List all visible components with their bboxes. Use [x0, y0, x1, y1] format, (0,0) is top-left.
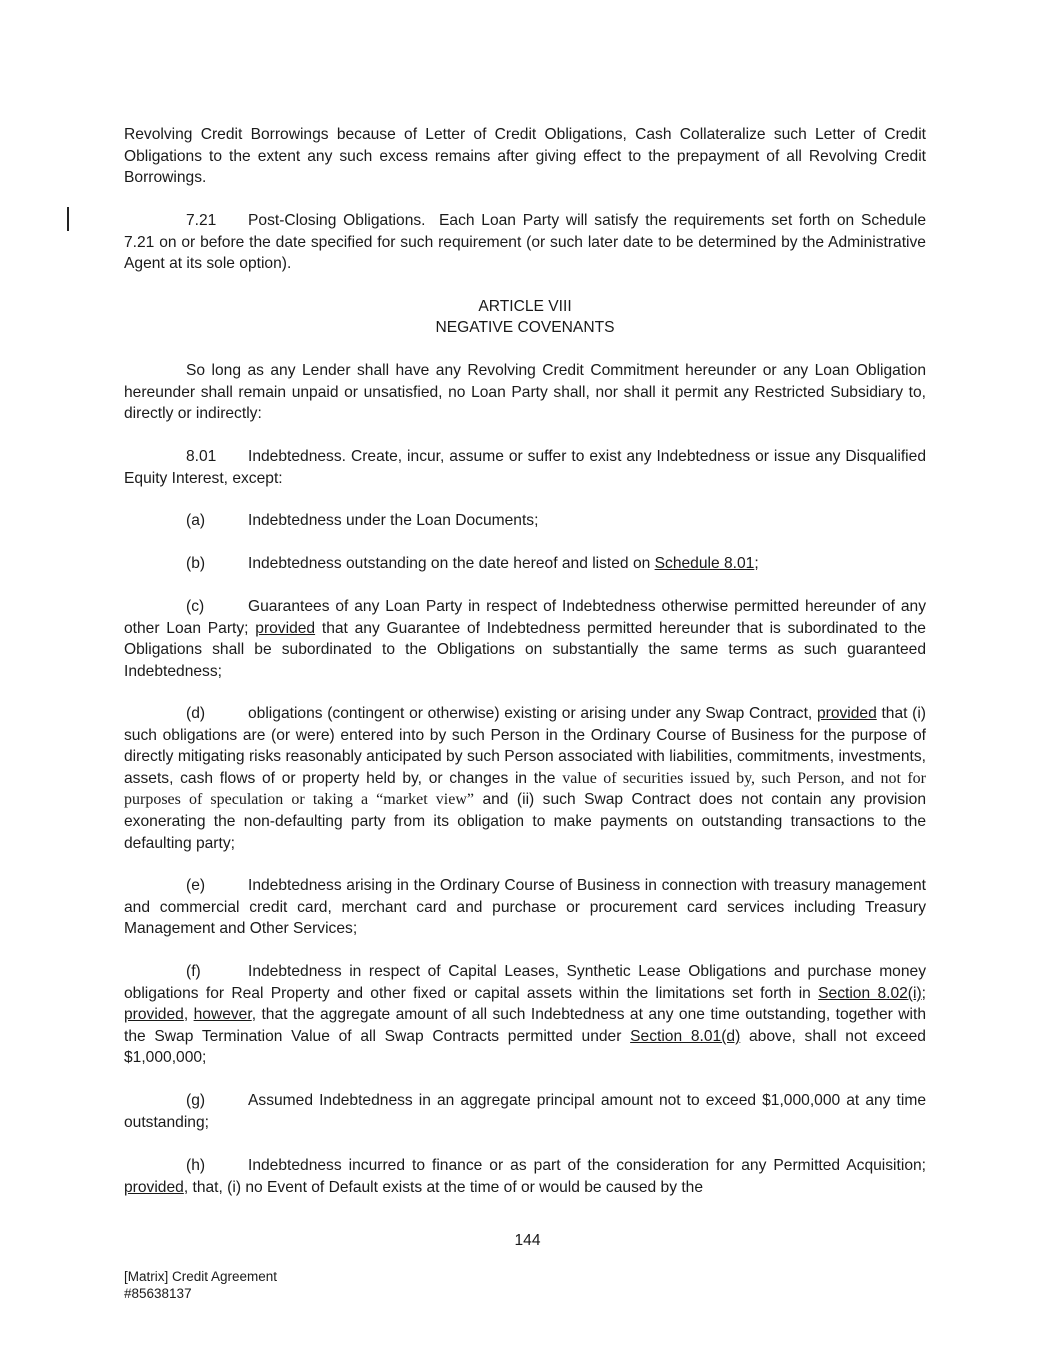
item-f — [124, 961, 926, 1069]
article-subtitle: NEGATIVE COVENANTS — [435, 319, 615, 336]
section-heading: Indebtedness. — [248, 448, 346, 465]
item-label: (a) — [186, 512, 206, 529]
item-text-mid: , that the aggregate amount of all such Indebtedness at any one time outstanding, together with the Swap Termination Value of all Swap Contracts permitted under — [124, 1006, 926, 1045]
item-c — [124, 596, 926, 682]
separator: , — [183, 1006, 194, 1024]
item-text: Guarantees of any Loan Party in respect of Indebtedness otherwise permitted hereunder of any other Loan Party; — [124, 598, 926, 637]
provided-term: provided — [124, 1178, 184, 1196]
item-text-end: ; — [754, 555, 759, 572]
item-label: (d) — [186, 705, 206, 722]
revision-bar — [67, 207, 69, 231]
section-heading: Post-Closing Obligations. — [248, 212, 426, 229]
item-text: Indebtedness in respect of Capital Leases, Synthetic Lease Obligations and purchase money obligations for Real Property and other fixed or capital assets within the limitations set forth in — [124, 963, 926, 1002]
section-8-01 — [124, 446, 926, 489]
item-b — [124, 553, 926, 575]
item-d — [124, 703, 926, 854]
however-term: however — [193, 1006, 252, 1024]
item-label: (b) — [186, 555, 206, 572]
article-title: ARTICLE VIII — [478, 298, 572, 315]
section-ref-link: Section 8.02(i) — [818, 984, 922, 1002]
item-text: Indebtedness incurred to finance or as part of the consideration for any Permitted Acquisition; — [248, 1157, 926, 1174]
section-7-21 — [124, 210, 926, 275]
footer — [124, 1268, 277, 1302]
item-text: Indebtedness arising in the Ordinary Course of Business in connection with treasury management and commercial credit card, merchant card and purchase or procurement card services including Treasury Management and Other Services; — [124, 877, 926, 938]
intro-paragraph — [124, 360, 926, 425]
separator: ; — [921, 984, 926, 1002]
item-text-mid: that (i) such obligations are (or were) entered into by such Person in the Ordinary Course of Business for the purpose of directly mitigating risks reasonably anticipated by such Person associated with liabilities, commitments, investments, assets, cash flows of or property held by, or changes in the — [124, 705, 926, 787]
item-text-end: that any Guarantee of Indebtedness permitted hereunder that is subordinated to the Obligations shall be subordinated to the Obligations on substantially the same terms as such guaranteed Indebtedness; — [124, 619, 926, 680]
item-text: Indebtedness under the Loan Documents; — [248, 512, 539, 529]
item-label: (c) — [186, 598, 205, 615]
provided-term: provided — [124, 1006, 184, 1024]
item-label: (h) — [186, 1157, 206, 1174]
provided-term: provided — [816, 705, 877, 722]
provided-term: provided — [255, 619, 316, 637]
footer-title: [Matrix] Credit Agreement — [124, 1269, 278, 1284]
item-g — [124, 1090, 926, 1133]
section-text: Create, incur, assume or suffer to exist any Indebtedness or issue any Disqualified Equity Interest, except: — [124, 448, 926, 487]
carryover-paragraph: Revolving Credit Borrowings because of Letter of Credit Obligations, Cash Collateralize such Letter of Credit Obligations to the extent any such excess remains after giving effect to the prepayment of all Revolving Credit Borrowings. — [124, 126, 926, 187]
section-ref-link: Section 8.01(d) — [630, 1027, 741, 1045]
item-text-end: above, shall not exceed $1,000,000; — [124, 1027, 926, 1067]
schedule-link: Schedule 8.01 — [654, 555, 755, 572]
item-h — [124, 1155, 926, 1198]
item-label: (e) — [186, 877, 206, 894]
item-text-end: , that, (i) no Event of Default exists at the time of or would be caused by the — [183, 1178, 704, 1196]
item-text-end: and (ii) such Swap Contract does not contain any provision exonerating the non-defaulting party from its obligation to make payments on outstanding transactions to the defaulting party; — [124, 791, 926, 852]
section-number: 7.21 — [186, 212, 217, 229]
section-text: Each Loan Party will satisfy the requirements set forth on Schedule 7.21 on or before the date specified for such requirement (or such later date to be determined by the Administrative Agent at its sole option). — [124, 212, 926, 273]
item-text: Assumed Indebtedness in an aggregate principal amount not to exceed $1,000,000 at any time outstanding; — [124, 1092, 926, 1131]
item-e — [124, 875, 926, 940]
footer-doc-id: #85638137 — [124, 1286, 192, 1301]
item-text: obligations (contingent or otherwise) existing or arising under any Swap Contract, — [248, 705, 817, 722]
item-label: (f) — [186, 963, 201, 980]
item-text-serif: value of securities issued by, such Person, and not for purposes of speculation or taking a “market view” — [124, 769, 926, 809]
page-number: 144 — [514, 1232, 541, 1249]
item-label: (g) — [186, 1092, 206, 1109]
item-text: Indebtedness outstanding on the date hereof and listed on — [248, 555, 655, 572]
intro-text: So long as any Lender shall have any Revolving Credit Commitment hereunder or any Loan Obligation hereunder shall remain unpaid or unsatisfied, no Loan Party shall, nor shall it permit any Restricted Subsidiary to, directly or indirectly: — [124, 362, 926, 423]
item-a — [124, 510, 926, 532]
section-number: 8.01 — [186, 448, 217, 465]
